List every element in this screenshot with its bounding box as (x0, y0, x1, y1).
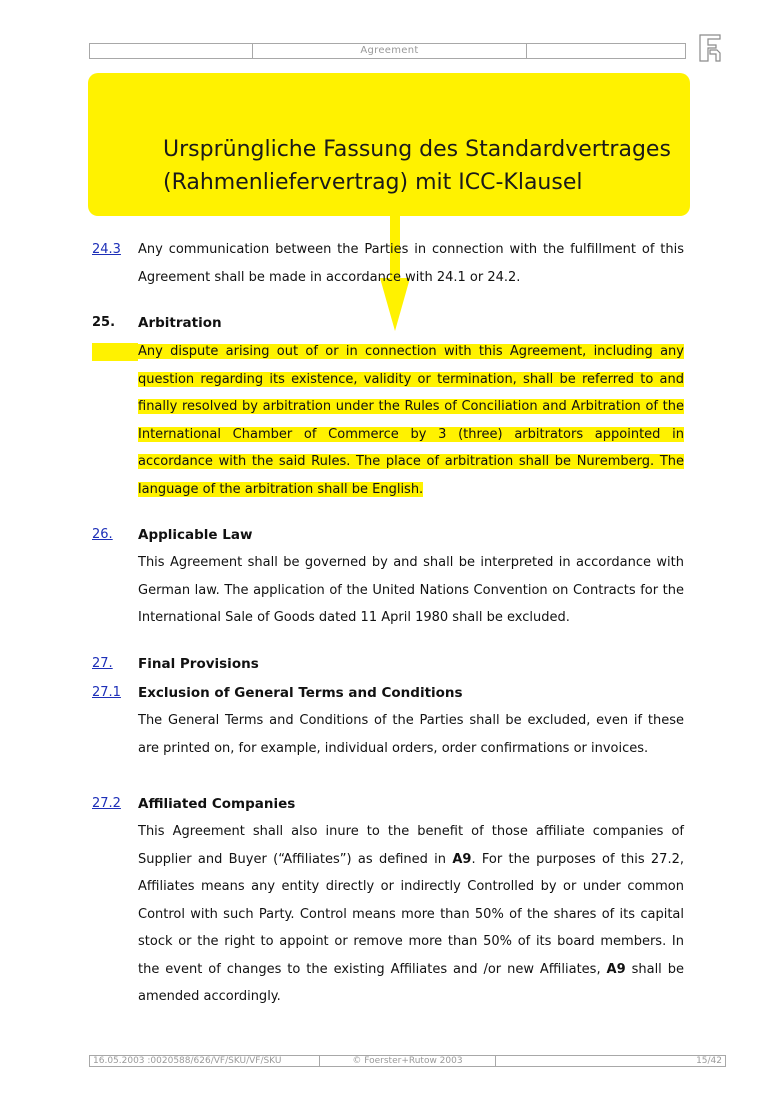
section-26-heading: Applicable Law (138, 527, 253, 543)
page-footer (89, 1055, 726, 1067)
page-header (89, 43, 686, 59)
section-27-1-heading: Exclusion of General Terms and Conditions (138, 685, 463, 701)
section-number-24-3[interactable]: 24.3 (92, 242, 121, 257)
section-27-heading: Final Provisions (138, 656, 259, 672)
section-number-25: 25. (92, 315, 116, 330)
section-number-27[interactable]: 27. (92, 656, 113, 671)
section-25-heading: Arbitration (138, 315, 222, 331)
annotation-callout (88, 73, 690, 216)
header-title: Agreement (253, 44, 527, 58)
section-27-2-text-a: This Agreement shall also inure to the benefit of those affiliate companies of Supplier and Buyer (“Affiliates”) as defined in (138, 824, 684, 867)
section-27-2-text (138, 818, 684, 1011)
section-27-1-text: The General Terms and Conditions of the Parties shall be excluded, even if these are printed on, for example, individual orders, order confirmations or invoices. (138, 713, 684, 756)
callout-title-line1: Ursprüngliche Fassung des Standardvertrages (163, 137, 671, 162)
section-number-26[interactable]: 26. (92, 527, 113, 542)
callout-title (163, 133, 683, 199)
section-26-text: This Agreement shall be governed by and shall be interpreted in accordance with German law. The application of the United Nations Convention on Contracts for the International Sale of Goods dated 11 April 1980 shall be excluded. (138, 555, 684, 625)
callout-title-line2: (Rahmenliefervertrag) mit ICC-Klausel (163, 170, 583, 195)
section-27-2-text-b: . For the purposes of this 27.2, Affiliates means any entity directly or indirectly Controlled by or under common Control with such Party. Control means more than 50% of the shares of its capital stock or the right to appoint or remove more than 50% of its board members. In the event of changes to the existing Affiliates and /or new Affiliates, (138, 851, 684, 977)
section-27-2-text-c: shall be amended accordingly. (138, 961, 684, 1004)
header-cell-left (90, 44, 253, 58)
highlight-marker (92, 343, 138, 361)
section-24-3-text: Any communication between the Parties in connection with the fulfillment of this Agreement shall be made in accordance with 24.1 or 24.2. (138, 242, 684, 285)
header-cell-right (527, 44, 685, 58)
firm-logo-icon (699, 34, 721, 62)
footer-page-number: 15/42 (696, 1056, 722, 1066)
appendix-ref-a9-second: A9 (606, 961, 626, 977)
section-25-highlighted-text: Any dispute arising out of or in connection with this Agreement, including any question regarding its existence, validity or termination, shall be referred to and finally resolved by arbitration under the Rules of Conciliation and Arbitration of the International Chamber of Commerce by 3 (three) arbitrators appointed in accordance with the said Rules. The place of arbitration shall be Nuremberg. The language of the arbitration shall be English. (138, 344, 684, 497)
appendix-ref-a9: A9 (452, 851, 472, 867)
section-number-27-1[interactable]: 27.1 (92, 685, 121, 700)
footer-copyright: © Foerster+Rutow 2003 (320, 1056, 496, 1066)
section-number-27-2[interactable]: 27.2 (92, 796, 121, 811)
footer-document-id: 16.05.2003 :0020588/626/VF/SKU/VF/SKU (90, 1056, 320, 1066)
section-25-text (138, 338, 684, 503)
section-27-2-heading: Affiliated Companies (138, 796, 296, 812)
